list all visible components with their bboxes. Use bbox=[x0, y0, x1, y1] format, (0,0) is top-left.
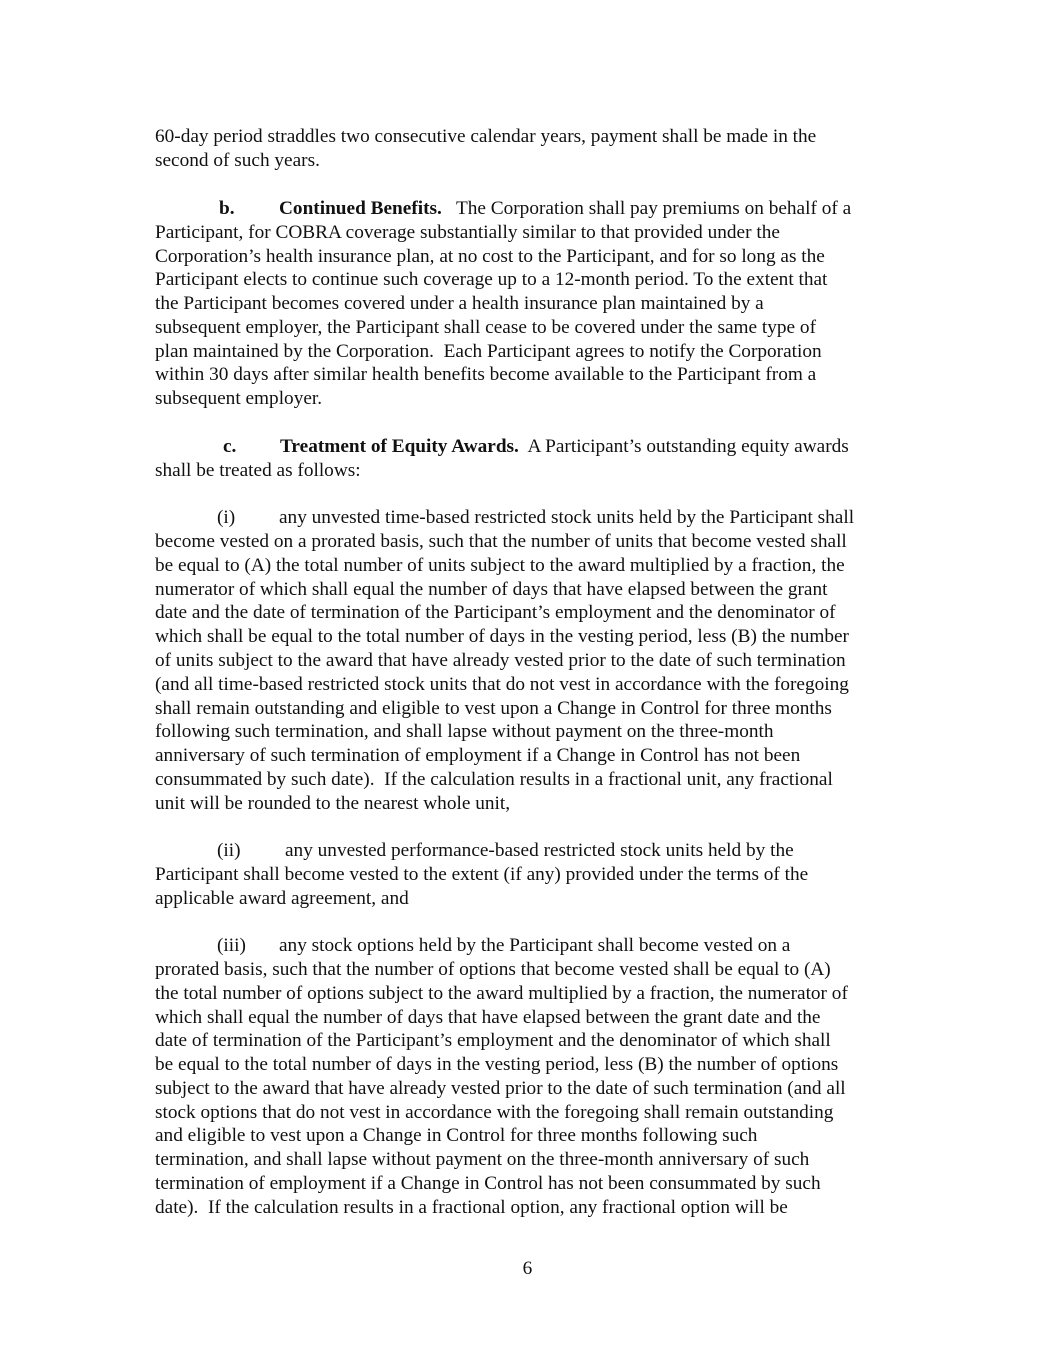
section-b-line: Participant, for COBRA coverage substantially similar to that provided under the bbox=[155, 222, 780, 243]
section-c-line: shall be treated as follows: bbox=[155, 460, 361, 481]
item-iii-line: date of termination of the Participant’s employment and the denominator of which shall bbox=[155, 1030, 831, 1051]
section-c-heading: Treatment of Equity Awards. bbox=[280, 436, 519, 457]
section-b-number: b. bbox=[219, 198, 235, 219]
section-b-line: Corporation’s health insurance plan, at no cost to the Participant, and for so long as the bbox=[155, 246, 825, 267]
item-iii-line: which shall equal the number of days that have elapsed between the grant date and the bbox=[155, 1007, 821, 1028]
item-i-line: following such termination, and shall lapse without payment on the three-month bbox=[155, 721, 774, 742]
intro-line: second of such years. bbox=[155, 150, 320, 171]
item-i-line: (and all time-based restricted stock units that do not vest in accordance with the foregoing bbox=[155, 674, 849, 695]
section-c-heading-line bbox=[280, 435, 849, 459]
section-b-heading: Continued Benefits. bbox=[279, 198, 442, 219]
page-number: 6 bbox=[522, 1258, 533, 1279]
item-i-line: anniversary of such termination of employment if a Change in Control has not been bbox=[155, 745, 801, 766]
item-i-line: become vested on a prorated basis, such that the number of units that become vested shall bbox=[155, 531, 847, 552]
section-b-first-line-text: The Corporation shall pay premiums on behalf of a bbox=[455, 198, 852, 219]
item-iii-line: the total number of options subject to the award multiplied by a fraction, the numerator of bbox=[155, 983, 848, 1004]
section-b-line: Participant elects to continue such coverage up to a 12-month period. To the extent that bbox=[155, 269, 828, 290]
intro-line: 60-day period straddles two consecutive calendar years, payment shall be made in the bbox=[155, 126, 817, 147]
item-iii-line: stock options that do not vest in accordance with the foregoing shall remain outstanding bbox=[155, 1102, 834, 1123]
item-iii-line: termination of employment if a Change in Control has not been consummated by such bbox=[155, 1173, 821, 1194]
item-ii-line: applicable award agreement, and bbox=[155, 888, 409, 909]
item-i-line: unit will be rounded to the nearest whole unit, bbox=[155, 793, 511, 814]
item-i-line: which shall be equal to the total number of days in the vesting period, less (B) the number bbox=[155, 626, 849, 647]
item-ii-number: (ii) bbox=[217, 840, 241, 861]
item-i-line: numerator of which shall equal the number of days that have elapsed between the grant bbox=[155, 579, 828, 600]
section-c-number: c. bbox=[223, 436, 237, 457]
item-iii-line: and eligible to vest upon a Change in Control for three months following such bbox=[155, 1125, 758, 1146]
item-i-line: consummated by such date). If the calculation results in a fractional unit, any fractional bbox=[155, 769, 833, 790]
section-b-line: subsequent employer, the Participant shall cease to be covered under the same type of bbox=[155, 317, 816, 338]
item-iii-line: be equal to the total number of days in the vesting period, less (B) the number of options bbox=[155, 1054, 839, 1075]
item-iii-first-line-text: any stock options held by the Participant shall become vested on a bbox=[279, 935, 791, 956]
item-ii-line: Participant shall become vested to the extent (if any) provided under the terms of the bbox=[155, 864, 809, 885]
section-b-heading-line bbox=[279, 197, 851, 221]
section-c-first-line-text: A Participant’s outstanding equity awards bbox=[527, 436, 849, 457]
item-ii-first-line-text: any unvested performance-based restricted stock units held by the bbox=[285, 840, 794, 861]
section-b-line: subsequent employer. bbox=[155, 388, 323, 409]
item-i-first-line-text: any unvested time-based restricted stock units held by the Participant shall bbox=[279, 507, 855, 528]
item-iii-line: subject to the award that have already vested prior to the date of such termination (and all bbox=[155, 1078, 846, 1099]
item-i-line: of units subject to the award that have already vested prior to the date of such termination bbox=[155, 650, 846, 671]
item-i-line: be equal to (A) the total number of units subject to the award multiplied by a fraction, the bbox=[155, 555, 845, 576]
section-b-line: the Participant becomes covered under a health insurance plan maintained by a bbox=[155, 293, 764, 314]
item-iii-line: date). If the calculation results in a fractional option, any fractional option will be bbox=[155, 1197, 788, 1218]
section-b-line: plan maintained by the Corporation. Each Participant agrees to notify the Corporation bbox=[155, 341, 822, 362]
item-i-line: shall remain outstanding and eligible to vest upon a Change in Control for three months bbox=[155, 698, 832, 719]
item-i-line: date and the date of termination of the Participant’s employment and the denominator of bbox=[155, 602, 836, 623]
item-i-number: (i) bbox=[217, 507, 236, 528]
section-b-line: within 30 days after similar health benefits become available to the Participant from a bbox=[155, 364, 817, 385]
item-iii-line: prorated basis, such that the number of options that become vested shall be equal to (A) bbox=[155, 959, 831, 980]
item-iii-number: (iii) bbox=[217, 935, 246, 956]
item-iii-line: termination, and shall lapse without payment on the three-month anniversary of such bbox=[155, 1149, 810, 1170]
